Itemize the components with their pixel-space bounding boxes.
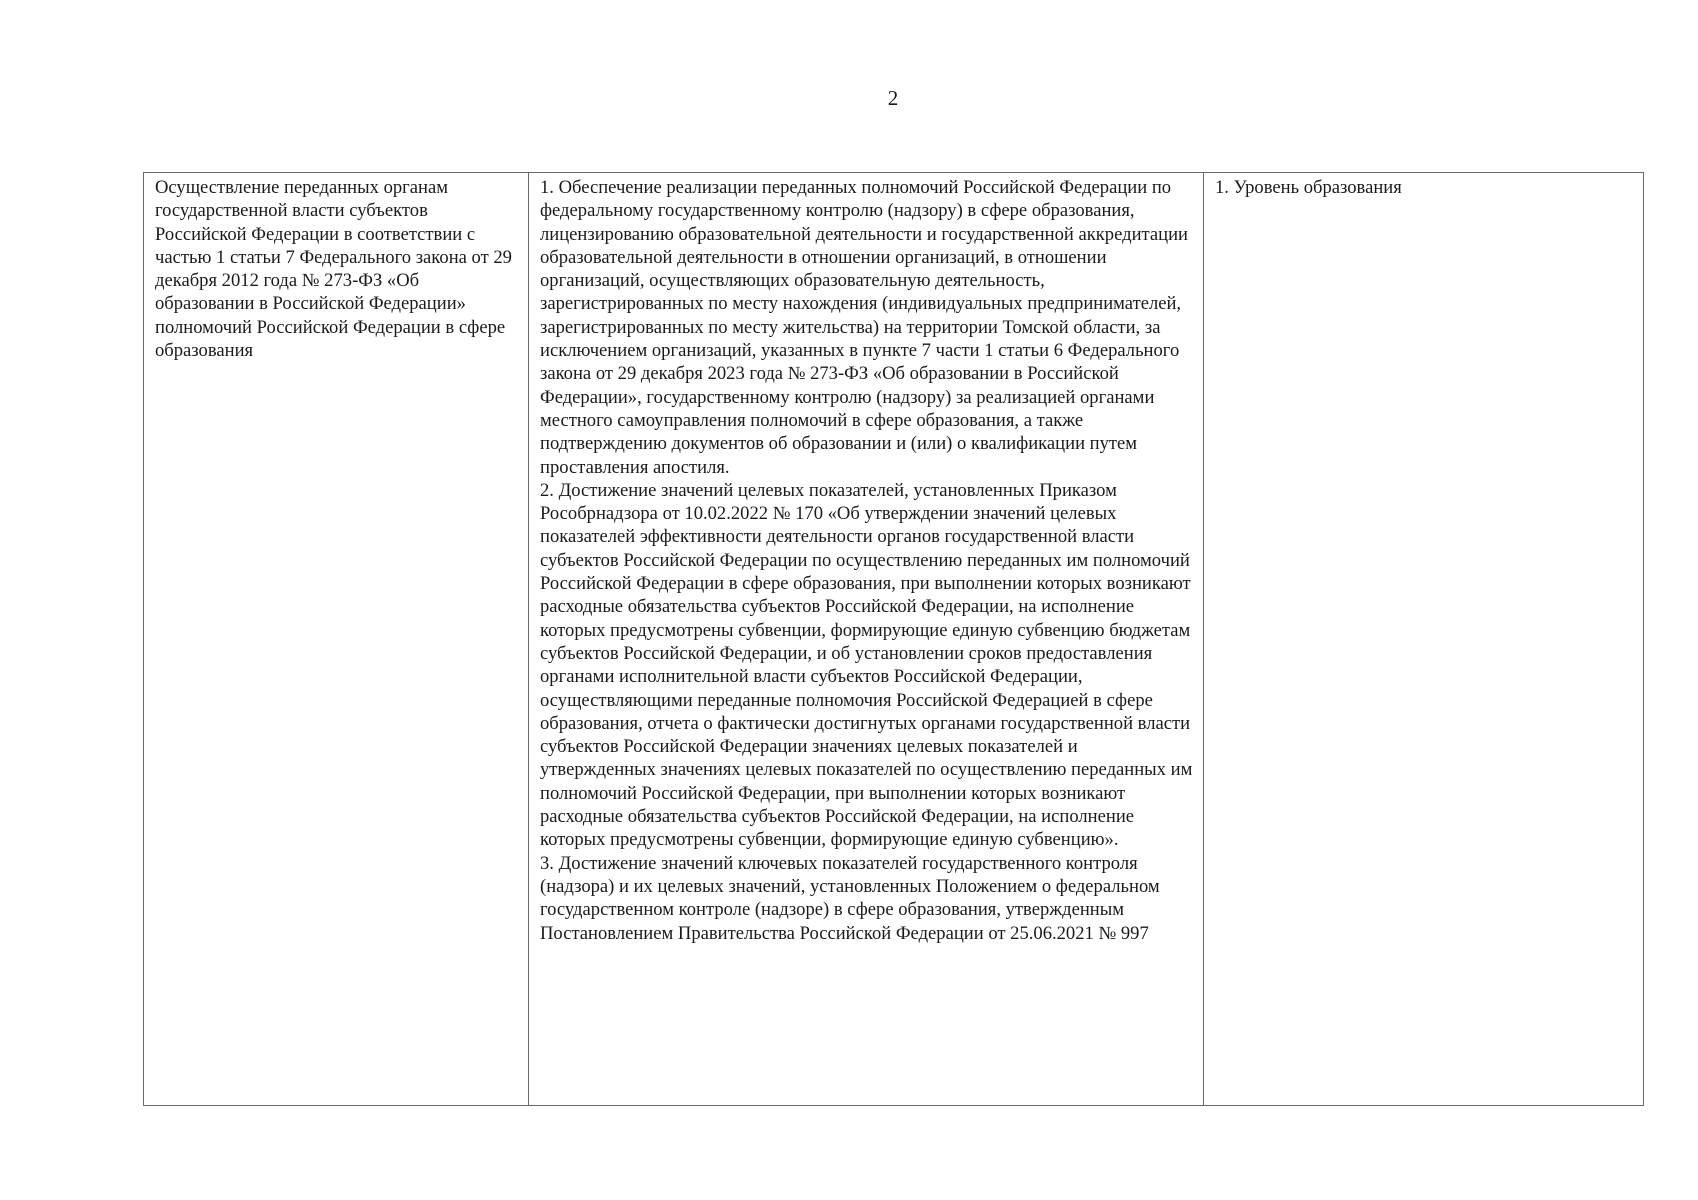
goal-item-1: 1. Обеспечение реализации переданных полномочий Российской Федерации по федеральному государственному контролю (надзору) в сфере образования, лицензированию образовательной деятельности и государственной аккредитации образовательной деятельности в отношении организаций, в отношении организаций, осуществляющих образовательную деятельность, зарегистрированных по месту нахождения (индивидуальных предпринимателей, зарегистрированных по месту жительства) на территории Томской области, за исключением организаций, указанных в пункте 7 части 1 статьи 6 Федерального закона от 29 декабря 2023 года № 273-ФЗ «Об образовании в Российской Федерации», государственному контролю (надзору) за реализацией органами местного самоуправления полномочий в сфере образования, а также подтверждению документов об образовании и (или) о квалификации путем проставления апостиля. bbox=[540, 177, 1188, 478]
table-row bbox=[144, 173, 1644, 1106]
document-table bbox=[143, 172, 1644, 1106]
goal-item-2: 2. Достижение значений целевых показателей, установленных Приказом Рособрнадзора от 10.02.2022 № 170 «Об утверждении значений целевых показателей эффективности деятельности органов государственной власти субъектов Российской Федерации по осуществлению переданных им полномочий Российской Федерации в сфере образования, при выполнении которых возникают расходные обязательства субъектов Российской Федерации, на исполнение которых предусмотрены субвенции, формирующие единую субвенцию бюджетам субъектов Российской Федерации, и об установлении сроков предоставления органами исполнительной власти субъектов Российской Федерации, осуществляющими переданные полномочия Российской Федерацией в сфере образования, отчета о фактически достигнутых органами государственной власти субъектов Российской Федерации значениях целевых показателей и утвержденных значениях целевых показателей по осуществлению переданных им полномочий Российской Федерации, при выполнении которых возникают расходные обязательства субъектов Российской Федерации, на исполнение которых предусмотрены субвенции, формирующие единую субвенцию». bbox=[540, 479, 1193, 851]
goal-item-3: 3. Достижение значений ключевых показателей государственного контроля (надзора) и их целевых значений, установленных Положением о федеральном государственном контроле (надзоре) в сфере образования, утвержденным Постановлением Правительства Российской Федерации от 25.06.2021 № 997 bbox=[540, 852, 1160, 944]
activity-text: Осуществление переданных органам государственной власти субъектов Российской Федерации в соответствии с частью 1 статьи 7 Федерального закона от 29 декабря 2012 года № 273-ФЗ «Об образовании в Российской Федерации» полномочий Российской Федерации в сфере образования bbox=[155, 177, 512, 362]
page-number: 2 bbox=[887, 86, 899, 110]
goals-cell bbox=[529, 173, 1204, 1106]
indicator-text: 1. Уровень образования bbox=[1215, 177, 1402, 198]
indicators-cell bbox=[1204, 173, 1644, 1106]
activity-cell bbox=[144, 173, 529, 1106]
